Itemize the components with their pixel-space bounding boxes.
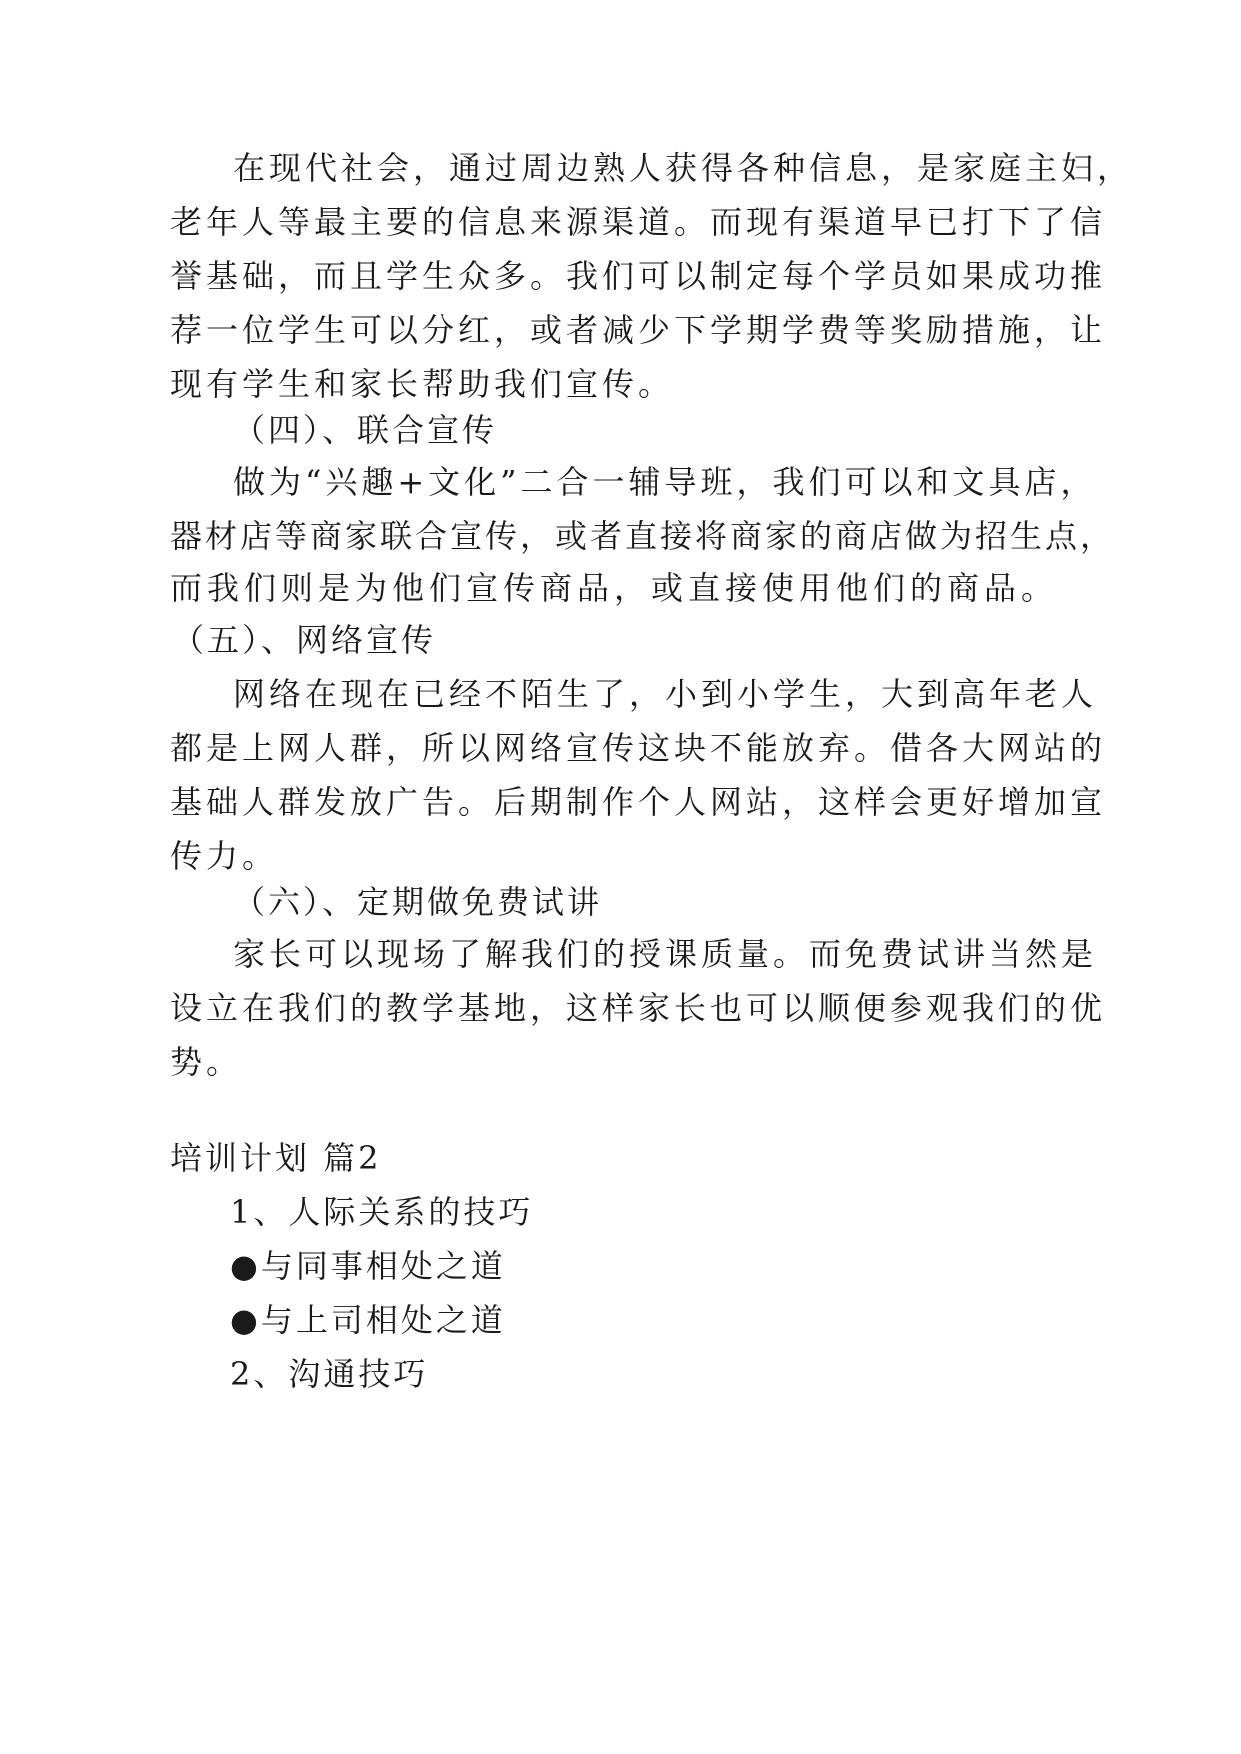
section-heading: （四）、联合宣传 — [233, 411, 498, 449]
paragraph-line: 在现代社会，通过周边熟人获得各种信息，是家庭主妇， — [233, 149, 1134, 187]
list-item: ●与上司相处之道 — [230, 1301, 506, 1339]
paragraph-line: 设立在我们的教学基地，这样家长也可以顺便参观我们的优 — [170, 989, 1107, 1027]
paragraph-line: 荐一位学生可以分红，或者减少下学期学费等奖励措施，让 — [170, 311, 1107, 349]
paragraph-line: 家长可以现场了解我们的授课质量。而免费试讲当然是 — [233, 935, 1098, 973]
paragraph-line: 而我们则是为他们宣传商品，或直接使用他们的商品。 — [170, 569, 1059, 607]
section-heading: （五）、网络宣传 — [172, 621, 437, 659]
paragraph-line: 基础人群发放广告。后期制作个人网站，这样会更好增加宣 — [170, 783, 1107, 821]
section-heading: （六）、定期做免费试讲 — [233, 883, 603, 921]
document-section-title: 培训计划 篇2 — [170, 1139, 382, 1177]
paragraph-line: 做为“兴趣+文化”二合一辅导班，我们可以和文具店， — [233, 463, 1097, 501]
paragraph-line: 誉基础，而且学生众多。我们可以制定每个学员如果成功推 — [170, 257, 1107, 295]
paragraph-line: 现有学生和家长帮助我们宣传。 — [170, 365, 675, 403]
list-heading: 1、人际关系的技巧 — [230, 1193, 534, 1231]
paragraph-line: 网络在现在已经不陌生了，小到小学生，大到高年老人 — [233, 675, 1098, 713]
paragraph-line: 器材店等商家联合宣传，或者直接将商家的商店做为招生点， — [170, 517, 1116, 555]
paragraph-line: 传力。 — [170, 837, 279, 875]
paragraph-line: 都是上网人群，所以网络宣传这块不能放弃。借各大网站的 — [170, 729, 1107, 767]
paragraph-line: 老年人等最主要的信息来源渠道。而现有渠道早已打下了信 — [170, 203, 1107, 241]
list-heading: 2、沟通技巧 — [230, 1355, 429, 1393]
paragraph-line: 势。 — [170, 1043, 243, 1081]
list-item: ●与同事相处之道 — [230, 1247, 506, 1285]
